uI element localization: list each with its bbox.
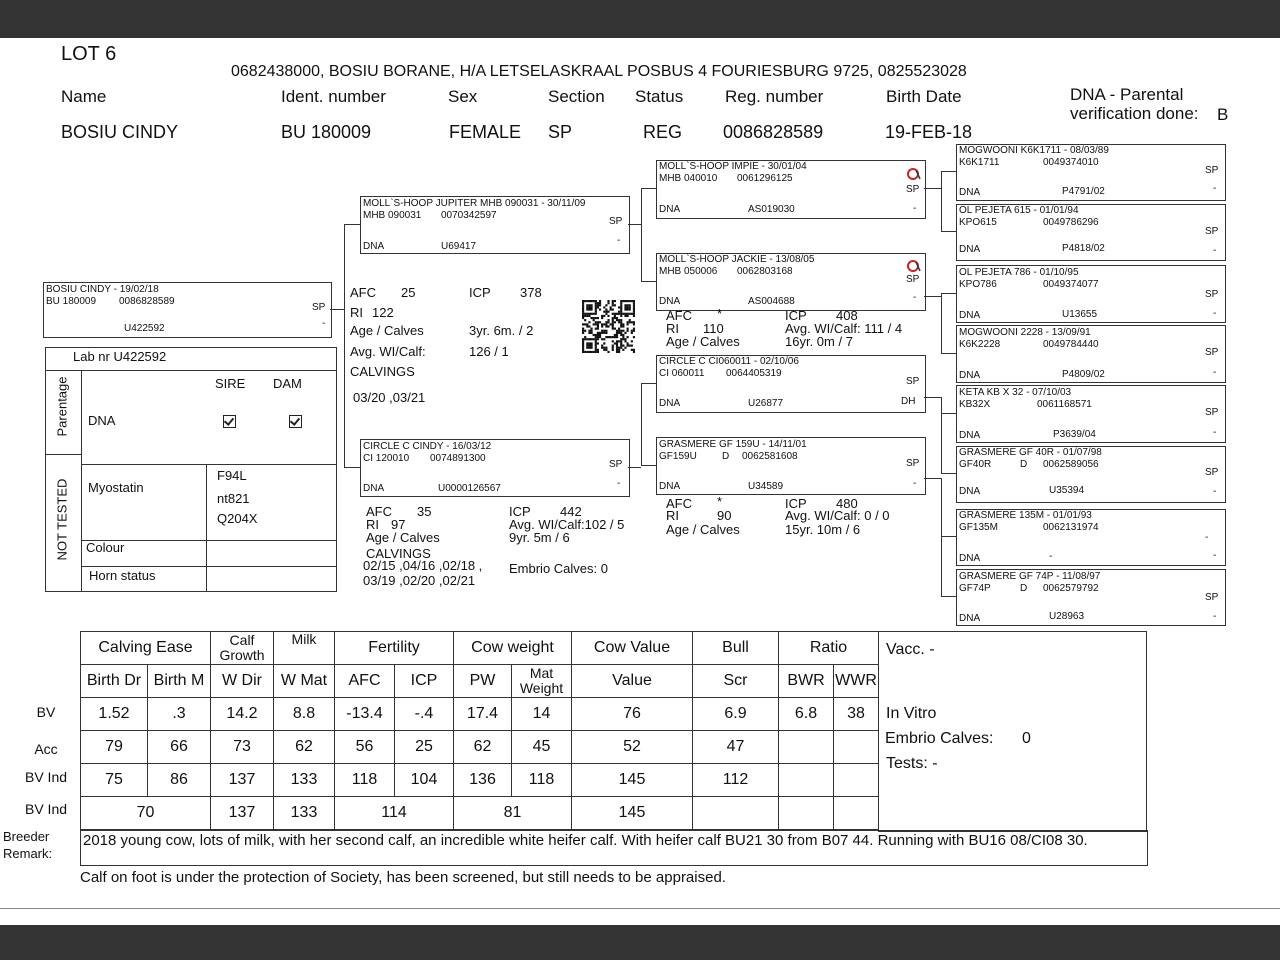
vacc-label: Vacc. - bbox=[886, 641, 935, 658]
g3-dna-label: DNA bbox=[959, 310, 981, 321]
g1-section: SP bbox=[1205, 165, 1219, 176]
bvind-cell: 104 bbox=[395, 764, 454, 797]
breed-logo-icon bbox=[907, 167, 921, 181]
bv-row bbox=[81, 698, 879, 731]
sd-title: MOLL`S-HOOP JACKIE - 13/08/05 bbox=[659, 254, 815, 265]
g3-title: OL PEJETA 786 - 01/10/95 bbox=[959, 267, 1079, 278]
acc-cell: 62 bbox=[454, 731, 512, 764]
g1-dash: - bbox=[1213, 183, 1217, 194]
dam-embrio: Embrio Calves: 0 bbox=[509, 561, 608, 576]
ss-dna: AS019030 bbox=[748, 204, 795, 215]
pedigree-sire-dam bbox=[656, 253, 926, 311]
pedigree-gg-7 bbox=[956, 509, 1226, 566]
ss-reg: 0061296125 bbox=[737, 173, 793, 184]
sd-icp: 408 bbox=[836, 308, 858, 323]
g2-dash: - bbox=[1213, 245, 1217, 256]
dd-dash: - bbox=[913, 478, 917, 489]
sd-afc: * bbox=[717, 306, 723, 321]
value-reg: 0086828589 bbox=[723, 122, 824, 142]
dd-wi: Avg. WI/Calf: 0 / 0 bbox=[785, 508, 890, 523]
remark-footer: Calf on foot is under the protection of Society, has been screened, but still needs to be appraised. bbox=[80, 869, 726, 886]
subject-ri: 122 bbox=[372, 305, 394, 320]
sire-dna-check-icon bbox=[223, 415, 236, 433]
pedigree-sire-sire bbox=[656, 160, 926, 219]
column-header: AFC bbox=[335, 665, 395, 698]
dd-d: D bbox=[722, 451, 730, 462]
sd-wi: Avg. WI/Calf: 111 / 4 bbox=[785, 321, 903, 336]
g1-title: MOGWOONI K6K1711 - 08/03/89 bbox=[959, 145, 1109, 156]
embrio-calves-label: Embrio Calves: bbox=[885, 730, 994, 747]
dd-section: SP bbox=[906, 458, 920, 469]
g8-d: D bbox=[1020, 583, 1028, 594]
sd-reg: 0062803168 bbox=[737, 266, 793, 277]
horn-status-label: Horn status bbox=[89, 568, 156, 583]
g1-dna-label: DNA bbox=[959, 187, 981, 198]
row-label-bvind: BV Ind bbox=[24, 769, 68, 785]
bvind-cell: 145 bbox=[572, 764, 693, 797]
group-milk: Milk bbox=[274, 632, 335, 665]
bvind-cell: 118 bbox=[335, 764, 395, 797]
g5-dash: - bbox=[1213, 427, 1217, 438]
in-vitro-label: In Vitro bbox=[886, 705, 937, 722]
sd-id: MHB 050006 bbox=[659, 266, 718, 277]
subject-calvings: 03/20 ,03/21 bbox=[353, 390, 426, 405]
g8-reg: 0062579792 bbox=[1043, 583, 1099, 594]
pedigree-gg-2 bbox=[956, 204, 1226, 261]
bvind-cell: 118 bbox=[512, 764, 572, 797]
g7-dash: - bbox=[1213, 550, 1217, 561]
pedigree-subject bbox=[43, 282, 332, 338]
ds-id: CI 060011 bbox=[659, 368, 705, 379]
dam-afc-label: AFC bbox=[366, 504, 392, 519]
label-ident: Ident. number bbox=[281, 87, 386, 106]
dd-afc-label: AFC bbox=[666, 496, 692, 511]
acc-cell: 45 bbox=[512, 731, 572, 764]
dd-reg: 0062581608 bbox=[742, 451, 798, 462]
lab-number: Lab nr U422592 bbox=[73, 349, 167, 364]
label-name: Name bbox=[61, 87, 107, 106]
g3-dna: U13655 bbox=[1062, 309, 1098, 320]
subject-afc: 25 bbox=[401, 285, 416, 300]
dd-age: 15yr. 10m / 6 bbox=[785, 522, 861, 537]
g3-id: KPO786 bbox=[959, 279, 997, 290]
dam-calvings-1: 02/15 ,04/16 ,02/18 , bbox=[363, 558, 483, 573]
subject-age-label: Age / Calves bbox=[350, 323, 424, 338]
subject-afc-label: AFC bbox=[350, 285, 376, 300]
owner-line: 0682438000, BOSIU BORANE, H/A LETSELASKRAAL POSBUS 4 FOURIESBURG 9725, 0825523028 bbox=[231, 63, 967, 80]
bvind-cell: 136 bbox=[454, 764, 512, 797]
acc-cell bbox=[834, 731, 879, 764]
g2-id: KPO615 bbox=[959, 217, 997, 228]
remark-text: 2018 young cow, lots of milk, with her second calf, an incredible white heifer calf. With heifer calf BU21 30 from B07 44. Running with BU16 08/CI08 30. bbox=[83, 832, 1088, 849]
column-header: Mat Weight bbox=[512, 665, 572, 698]
bvind-cell: 137 bbox=[211, 764, 274, 797]
group-cow-weight: Cow weight bbox=[454, 632, 572, 665]
acc-cell: 25 bbox=[395, 731, 454, 764]
sd-section: SP bbox=[906, 274, 920, 285]
pedigree-gg-1 bbox=[956, 144, 1226, 201]
subject-section: SP bbox=[312, 302, 326, 313]
value-name: BOSIU CINDY bbox=[61, 122, 179, 142]
acc-cell: 73 bbox=[211, 731, 274, 764]
group-bull: Bull bbox=[693, 632, 779, 665]
column-header: Birth M bbox=[148, 665, 211, 698]
dam-calvings-2: 03/19 ,02/20 ,02/21 bbox=[363, 573, 476, 588]
g4-section: SP bbox=[1205, 347, 1219, 358]
g5-dna-label: DNA bbox=[959, 430, 981, 441]
bv-cell: 6.8 bbox=[779, 698, 834, 731]
pedigree-gg-5 bbox=[956, 385, 1226, 443]
bv-cell: .3 bbox=[148, 698, 211, 731]
dam-dna-check-icon bbox=[289, 415, 302, 433]
value-section: SP bbox=[548, 122, 573, 142]
g8-id: GF74P bbox=[959, 583, 991, 594]
g8-title: GRASMERE GF 74P - 11/08/97 bbox=[959, 571, 1101, 582]
dam-dna: U0000126567 bbox=[438, 483, 501, 494]
g4-dash: - bbox=[1213, 367, 1217, 378]
label-reg: Reg. number bbox=[725, 87, 824, 106]
ds-dna: U26877 bbox=[748, 398, 784, 409]
value-dna: B bbox=[1217, 105, 1229, 124]
dd-id: GF159U bbox=[659, 451, 697, 462]
g5-section: SP bbox=[1205, 407, 1219, 418]
bottom-bar bbox=[0, 925, 1280, 960]
bv-cell: -13.4 bbox=[335, 698, 395, 731]
acc-cell: 56 bbox=[335, 731, 395, 764]
pedigree-gg-6 bbox=[956, 446, 1226, 503]
g2-dna-label: DNA bbox=[959, 244, 981, 255]
value-ident: BU 180009 bbox=[281, 122, 372, 142]
label-dna-2: verification done: bbox=[1070, 104, 1199, 123]
g7-dna-label: DNA bbox=[959, 553, 981, 564]
subject-ri-label: RI bbox=[350, 305, 363, 320]
bvind2-cell: 137 bbox=[211, 797, 274, 830]
bv-group-header-row bbox=[81, 632, 879, 665]
g8-dna: U28963 bbox=[1049, 611, 1085, 622]
dd-dna: U34589 bbox=[748, 481, 784, 492]
bv-cell: 6.9 bbox=[693, 698, 779, 731]
g7-dna: - bbox=[1049, 551, 1053, 562]
myostatin-label: Myostatin bbox=[88, 480, 144, 495]
bv-column-header-row bbox=[81, 665, 879, 698]
tests-label: Tests: - bbox=[886, 755, 938, 772]
group-cow-value: Cow Value bbox=[572, 632, 693, 665]
breed-logo-icon bbox=[907, 259, 921, 273]
subject-reg: 0086828589 bbox=[119, 296, 175, 307]
label-birth: Birth Date bbox=[886, 87, 962, 106]
bvind2-cell bbox=[693, 797, 779, 830]
sire-dash: - bbox=[617, 235, 621, 246]
group-ratio: Ratio bbox=[779, 632, 879, 665]
ss-dna-label: DNA bbox=[659, 204, 681, 215]
g1-dna: P4791/02 bbox=[1062, 186, 1105, 197]
g6-dash: - bbox=[1213, 486, 1217, 497]
g8-dna-label: DNA bbox=[959, 613, 981, 624]
column-header: BWR bbox=[779, 665, 834, 698]
g4-title: MOGWOONI 2228 - 13/09/91 bbox=[959, 327, 1091, 338]
dam-title: CIRCLE C CINDY - 16/03/12 bbox=[363, 441, 492, 452]
acc-cell: 66 bbox=[148, 731, 211, 764]
bvind-row bbox=[81, 764, 879, 797]
g5-reg: 0061168571 bbox=[1037, 399, 1092, 410]
remark-label-2: Remark: bbox=[3, 846, 53, 861]
sd-icp-label: ICP bbox=[785, 308, 807, 323]
dam-reg: 0074891300 bbox=[430, 453, 486, 464]
ds-reg: 0064405319 bbox=[726, 368, 782, 379]
g6-title: GRASMERE GF 40R - 01/07/98 bbox=[959, 447, 1102, 458]
g6-reg: 0062589056 bbox=[1043, 459, 1099, 470]
ss-title: MOLL`S-HOOP IMPIE - 30/01/04 bbox=[659, 161, 807, 172]
pedigree-dam-sire bbox=[656, 355, 926, 413]
row-label-acc: Acc bbox=[34, 741, 58, 757]
g2-dna: P4818/02 bbox=[1062, 243, 1105, 254]
bv-cell: 76 bbox=[572, 698, 693, 731]
value-birth: 19-FEB-18 bbox=[885, 122, 973, 142]
bv-cell: -.4 bbox=[395, 698, 454, 731]
subject-title: BOSIU CINDY - 19/02/18 bbox=[46, 284, 159, 295]
dam-afc: 35 bbox=[417, 504, 432, 519]
bvind-cell bbox=[834, 764, 879, 797]
column-header: Scr bbox=[693, 665, 779, 698]
lot-number: LOT 6 bbox=[61, 43, 117, 65]
lab-dam-header: DAM bbox=[273, 376, 302, 391]
ss-section: SP bbox=[906, 184, 920, 195]
acc-cell: 47 bbox=[693, 731, 779, 764]
g3-reg: 0049374077 bbox=[1043, 279, 1099, 290]
subject-icp: 378 bbox=[520, 285, 542, 300]
lab-dna-label: DNA bbox=[88, 413, 116, 428]
dam-wi: Avg. WI/Calf:102 / 5 bbox=[509, 517, 625, 532]
g4-dna: P4809/02 bbox=[1062, 369, 1105, 380]
column-header: W Mat bbox=[274, 665, 335, 698]
pedigree-dam-dam bbox=[656, 437, 926, 495]
g5-id: KB32X bbox=[959, 399, 991, 410]
g6-d: D bbox=[1020, 459, 1028, 470]
label-dna-1: DNA - Parental bbox=[1070, 85, 1184, 104]
acc-cell: 79 bbox=[81, 731, 148, 764]
value-sex: FEMALE bbox=[449, 122, 522, 142]
sd-dash: - bbox=[913, 292, 917, 303]
bv-cell: 1.52 bbox=[81, 698, 148, 731]
pedigree-gg-4 bbox=[956, 325, 1226, 383]
bvind-cell: 112 bbox=[693, 764, 779, 797]
g4-reg: 0049784440 bbox=[1043, 339, 1099, 350]
lab-sire-header: SIRE bbox=[215, 376, 246, 391]
bvind2-cell: 133 bbox=[274, 797, 335, 830]
pedigree-sire bbox=[360, 196, 630, 254]
lab-results-table bbox=[45, 347, 337, 592]
subject-icp-label: ICP bbox=[469, 285, 491, 300]
g5-dna: P3639/04 bbox=[1053, 429, 1096, 440]
bvind2-cell bbox=[779, 797, 834, 830]
dam-icp: 442 bbox=[560, 504, 582, 519]
label-sex: Sex bbox=[448, 87, 478, 106]
g7-title: GRASMERE 135M - 01/01/93 bbox=[959, 510, 1092, 521]
g1-id: K6K1711 bbox=[959, 157, 1000, 168]
dam-id: CI 120010 bbox=[363, 453, 410, 464]
sd-dna-label: DNA bbox=[659, 296, 681, 307]
sire-reg: 0070342597 bbox=[441, 210, 497, 221]
g4-id: K6K2228 bbox=[959, 339, 1001, 350]
g2-section: SP bbox=[1205, 226, 1219, 237]
parentage-label: Parentage bbox=[54, 376, 70, 437]
g3-section: SP bbox=[1205, 289, 1219, 300]
dam-ri: 97 bbox=[391, 517, 406, 532]
column-header: PW bbox=[454, 665, 512, 698]
subject-wi: 126 / 1 bbox=[469, 344, 509, 359]
row-label-bvind-2: BV Ind bbox=[24, 801, 68, 817]
g7-id: GF135M bbox=[959, 522, 998, 533]
pedigree-dam bbox=[360, 439, 630, 497]
ss-id: MHB 040010 bbox=[659, 173, 718, 184]
dam-section: SP bbox=[609, 459, 623, 470]
ds-dash: DH bbox=[901, 396, 916, 407]
sire-section: SP bbox=[609, 216, 623, 227]
acc-cell: 52 bbox=[572, 731, 693, 764]
remark-label-1: Breeder bbox=[3, 829, 50, 844]
dam-age: 9yr. 5m / 6 bbox=[509, 530, 570, 545]
bvind2-cell bbox=[834, 797, 879, 830]
bvind-cell: 75 bbox=[81, 764, 148, 797]
dd-age-label: Age / Calves bbox=[666, 522, 740, 537]
dd-icp: 480 bbox=[836, 496, 858, 511]
g8-dash: - bbox=[1213, 611, 1217, 622]
subject-calvings-label: CALVINGS bbox=[350, 364, 415, 379]
subject-id: BU 180009 bbox=[46, 296, 97, 307]
acc-row bbox=[81, 731, 879, 764]
bvind-cell bbox=[779, 764, 834, 797]
g6-id: GF40R bbox=[959, 459, 992, 470]
ds-section: SP bbox=[906, 376, 920, 387]
bv-cell: 38 bbox=[834, 698, 879, 731]
g1-reg: 0049374010 bbox=[1043, 157, 1099, 168]
side-panel bbox=[878, 631, 1147, 832]
embrio-calves-value: 0 bbox=[1022, 730, 1031, 747]
dd-icp-label: ICP bbox=[785, 496, 807, 511]
column-header: ICP bbox=[395, 665, 454, 698]
sd-dna: AS004688 bbox=[748, 296, 795, 307]
dam-icp-label: ICP bbox=[509, 504, 531, 519]
column-header: W Dir bbox=[211, 665, 274, 698]
label-status: Status bbox=[635, 87, 684, 106]
g4-dna-label: DNA bbox=[959, 370, 981, 381]
g8-section: SP bbox=[1205, 592, 1219, 603]
bvind2-cell: 114 bbox=[335, 797, 454, 830]
sire-title: MOLL`S-HOOP JUPITER MHB 090031 - 30/11/09 bbox=[363, 198, 586, 209]
dam-dna-label: DNA bbox=[363, 483, 385, 494]
column-header: Birth Dr bbox=[81, 665, 148, 698]
pedigree-gg-8 bbox=[956, 569, 1226, 626]
value-status: REG bbox=[643, 122, 683, 142]
bvind2-cell: 145 bbox=[572, 797, 693, 830]
dd-title: GRASMERE GF 159U - 14/11/01 bbox=[659, 439, 807, 450]
myostatin-q204x: Q204X bbox=[217, 511, 258, 526]
subject-dash: - bbox=[322, 318, 326, 329]
bvind2-cell: 70 bbox=[81, 797, 211, 830]
sd-ri-label: RI bbox=[666, 321, 679, 336]
sd-ri: 110 bbox=[703, 321, 724, 336]
column-header: WWR bbox=[834, 665, 879, 698]
bvind-row-2 bbox=[81, 797, 879, 830]
dd-afc: * bbox=[717, 494, 723, 509]
dam-dash: - bbox=[617, 478, 621, 489]
g2-reg: 0049786296 bbox=[1043, 217, 1099, 228]
footer-divider bbox=[0, 908, 1280, 909]
g7-section: - bbox=[1205, 532, 1209, 543]
group-calf-growth: Calf Growth bbox=[211, 632, 274, 665]
myostatin-f94l: F94L bbox=[217, 468, 247, 483]
sd-age: 16yr. 0m / 7 bbox=[785, 334, 853, 349]
bv-cell: 8.8 bbox=[274, 698, 335, 731]
bv-cell: 14 bbox=[512, 698, 572, 731]
g5-title: KETA KB X 32 - 07/10/03 bbox=[959, 387, 1072, 398]
column-header: Value bbox=[572, 665, 693, 698]
ds-title: CIRCLE C CI060011 - 02/10/06 bbox=[659, 356, 799, 367]
group-calving-ease: Calving Ease bbox=[81, 632, 211, 665]
sire-id: MHB 090031 bbox=[363, 210, 422, 221]
subject-wi-label: Avg. WI/Calf: bbox=[350, 344, 426, 359]
ss-dash: - bbox=[913, 203, 917, 214]
not-tested-label: NOT TESTED bbox=[54, 478, 70, 561]
qr-code bbox=[582, 300, 635, 353]
g3-dash: - bbox=[1213, 308, 1217, 319]
row-label-bv: BV bbox=[36, 704, 56, 720]
dam-calvings-label: CALVINGS bbox=[366, 546, 431, 561]
g6-dna-label: DNA bbox=[959, 486, 981, 497]
sd-age-label: Age / Calves bbox=[666, 334, 740, 349]
dam-ri-label: RI bbox=[366, 517, 379, 532]
g7-reg: 0062131974 bbox=[1043, 522, 1099, 533]
dd-dna-label: DNA bbox=[659, 481, 681, 492]
top-bar bbox=[0, 0, 1280, 38]
dam-age-label: Age / Calves bbox=[366, 530, 440, 545]
sd-afc-label: AFC bbox=[666, 308, 692, 323]
sire-dna-label: DNA bbox=[363, 241, 385, 252]
g2-title: OL PEJETA 615 - 01/01/94 bbox=[959, 205, 1079, 216]
pedigree-gg-3 bbox=[956, 265, 1226, 323]
bv-cell: 17.4 bbox=[454, 698, 512, 731]
bvind-cell: 86 bbox=[148, 764, 211, 797]
dd-ri: 90 bbox=[717, 508, 732, 523]
label-section: Section bbox=[548, 87, 605, 106]
breeding-values-table bbox=[80, 631, 879, 830]
group-fertility: Fertility bbox=[335, 632, 454, 665]
g6-section: SP bbox=[1205, 467, 1219, 478]
myostatin-nt821: nt821 bbox=[217, 491, 250, 506]
ds-dna-label: DNA bbox=[659, 398, 681, 409]
colour-label: Colour bbox=[86, 540, 125, 555]
bvind2-cell: 81 bbox=[454, 797, 572, 830]
bv-cell: 14.2 bbox=[211, 698, 274, 731]
acc-cell: 62 bbox=[274, 731, 335, 764]
g6-dna: U35394 bbox=[1049, 485, 1085, 496]
subject-dna: U422592 bbox=[124, 323, 165, 334]
subject-age: 3yr. 6m. / 2 bbox=[469, 323, 534, 338]
dd-ri-label: RI bbox=[666, 508, 679, 523]
sire-dna: U69417 bbox=[441, 241, 477, 252]
acc-cell bbox=[779, 731, 834, 764]
remark-box bbox=[80, 830, 1148, 866]
bvind-cell: 133 bbox=[274, 764, 335, 797]
